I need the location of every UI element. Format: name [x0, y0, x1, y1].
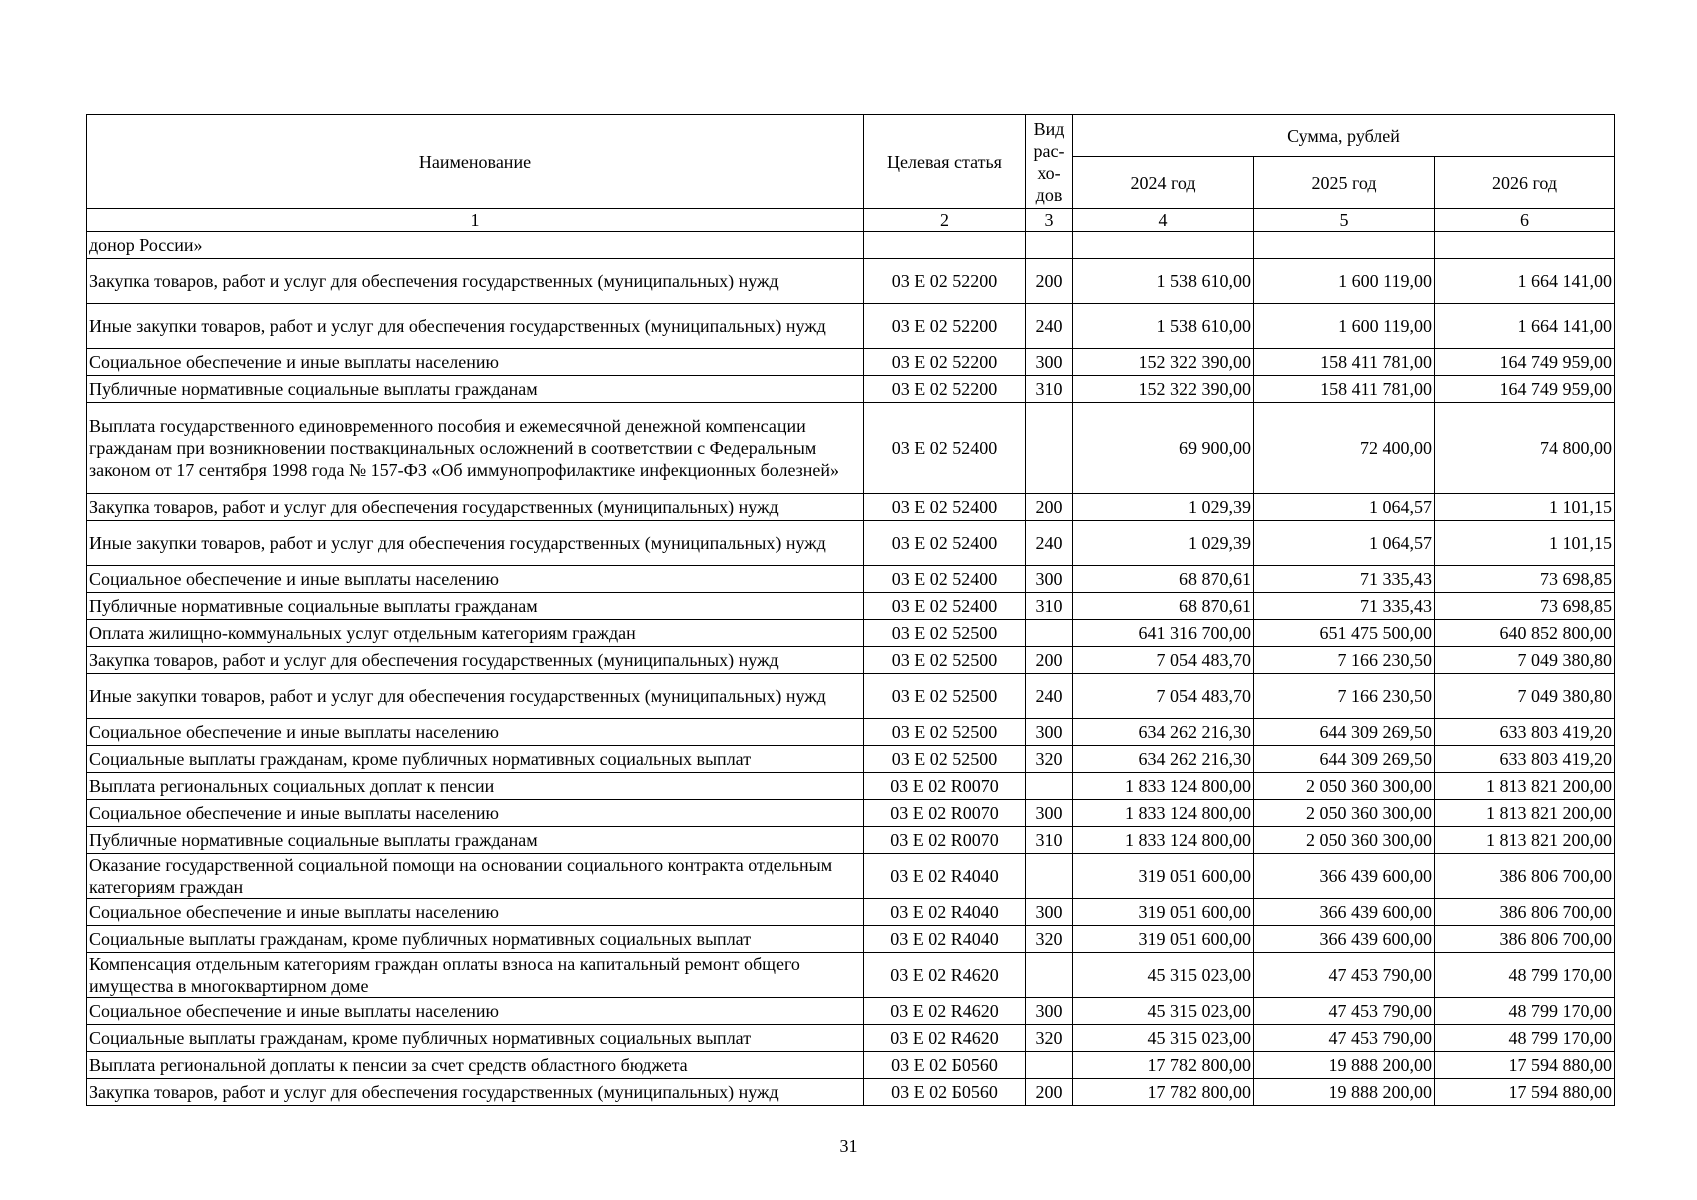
- row-amount-2025-cell: 366 439 600,00: [1254, 899, 1435, 926]
- row-name-cell: Компенсация отдельным категориям граждан оплаты взноса на капитальный ремонт общего имущества в многоквартирном доме: [87, 953, 864, 998]
- header-target-article: Целевая статья: [864, 115, 1026, 209]
- column-number: 6: [1435, 209, 1615, 232]
- row-amount-2024-cell: 69 900,00: [1073, 403, 1254, 494]
- row-name-cell: донор России»: [87, 232, 864, 259]
- header-year-2026: 2026 год: [1435, 157, 1615, 209]
- row-expense-type-cell: 240: [1026, 304, 1073, 349]
- column-number: 1: [87, 209, 864, 232]
- row-expense-type-cell: 320: [1026, 1025, 1073, 1052]
- table-row: [87, 998, 1615, 1025]
- row-amount-2025-cell: 47 453 790,00: [1254, 1025, 1435, 1052]
- row-amount-2026-cell: 164 749 959,00: [1435, 376, 1615, 403]
- row-amount-2025-cell: 71 335,43: [1254, 566, 1435, 593]
- row-amount-2025-cell: 71 335,43: [1254, 593, 1435, 620]
- header-expense-type: Вид рас-хо-дов: [1026, 115, 1073, 209]
- table-row: [87, 926, 1615, 953]
- row-amount-2024-cell: 7 054 483,70: [1073, 647, 1254, 674]
- row-amount-2025-cell: 1 600 119,00: [1254, 259, 1435, 304]
- row-target-article-cell: 03 Е 02 52500: [864, 746, 1026, 773]
- row-name-cell: Публичные нормативные социальные выплаты гражданам: [87, 376, 864, 403]
- row-target-article-cell: 03 Е 02 52200: [864, 304, 1026, 349]
- table-row: [87, 620, 1615, 647]
- row-target-article-cell: 03 Е 02 52400: [864, 521, 1026, 566]
- table-row: [87, 854, 1615, 899]
- row-amount-2026-cell: 1 813 821 200,00: [1435, 773, 1615, 800]
- row-amount-2026-cell: [1435, 232, 1615, 259]
- row-amount-2025-cell: 2 050 360 300,00: [1254, 800, 1435, 827]
- row-amount-2026-cell: 1 101,15: [1435, 521, 1615, 566]
- row-amount-2024-cell: 634 262 216,30: [1073, 746, 1254, 773]
- table-row: [87, 827, 1615, 854]
- row-name-cell: Социальные выплаты гражданам, кроме публичных нормативных социальных выплат: [87, 1025, 864, 1052]
- row-expense-type-cell: [1026, 1052, 1073, 1079]
- page-number: 31: [839, 1136, 858, 1156]
- row-expense-type-cell: 200: [1026, 1079, 1073, 1106]
- row-name-cell: Социальные выплаты гражданам, кроме публичных нормативных социальных выплат: [87, 746, 864, 773]
- row-amount-2026-cell: 386 806 700,00: [1435, 899, 1615, 926]
- row-name-cell: Закупка товаров, работ и услуг для обеспечения государственных (муниципальных) нужд: [87, 647, 864, 674]
- table-row: [87, 232, 1615, 259]
- row-amount-2024-cell: 1 833 124 800,00: [1073, 800, 1254, 827]
- row-name-cell: Иные закупки товаров, работ и услуг для обеспечения государственных (муниципальных) нужд: [87, 304, 864, 349]
- row-amount-2026-cell: 17 594 880,00: [1435, 1052, 1615, 1079]
- row-amount-2025-cell: 644 309 269,50: [1254, 746, 1435, 773]
- row-target-article-cell: 03 Е 02 52500: [864, 674, 1026, 719]
- row-amount-2026-cell: 386 806 700,00: [1435, 854, 1615, 899]
- row-name-cell: Социальное обеспечение и иные выплаты населению: [87, 800, 864, 827]
- row-target-article-cell: 03 Е 02 R0070: [864, 800, 1026, 827]
- row-target-article-cell: 03 Е 02 R4040: [864, 926, 1026, 953]
- row-expense-type-cell: [1026, 232, 1073, 259]
- table-row: [87, 773, 1615, 800]
- row-expense-type-cell: 310: [1026, 827, 1073, 854]
- row-amount-2024-cell: 1 029,39: [1073, 521, 1254, 566]
- row-target-article-cell: 03 Е 02 52200: [864, 259, 1026, 304]
- row-target-article-cell: 03 Е 02 R4620: [864, 953, 1026, 998]
- row-amount-2026-cell: 48 799 170,00: [1435, 1025, 1615, 1052]
- row-expense-type-cell: [1026, 953, 1073, 998]
- row-target-article-cell: 03 Е 02 52500: [864, 620, 1026, 647]
- table-row: [87, 494, 1615, 521]
- column-number-row: [87, 209, 1615, 232]
- row-expense-type-cell: 300: [1026, 349, 1073, 376]
- row-amount-2024-cell: 17 782 800,00: [1073, 1052, 1254, 1079]
- row-name-cell: Выплата государственного единовременного пособия и ежемесячной денежной компенсации гражданам при возникновении поствакцинальных осложнений в соответствии с Федеральным законом от 17 сентября 1998 года № 157-ФЗ «Об иммунопрофилактике инфекционных болезней»: [87, 403, 864, 494]
- row-amount-2026-cell: 74 800,00: [1435, 403, 1615, 494]
- row-amount-2025-cell: 1 064,57: [1254, 521, 1435, 566]
- table-body: [87, 232, 1615, 1106]
- table-row: [87, 1079, 1615, 1106]
- row-target-article-cell: 03 Е 02 R0070: [864, 827, 1026, 854]
- row-name-cell: Публичные нормативные социальные выплаты гражданам: [87, 593, 864, 620]
- row-amount-2026-cell: 1 813 821 200,00: [1435, 800, 1615, 827]
- row-target-article-cell: 03 Е 02 52400: [864, 593, 1026, 620]
- row-amount-2025-cell: 19 888 200,00: [1254, 1052, 1435, 1079]
- row-amount-2025-cell: 2 050 360 300,00: [1254, 773, 1435, 800]
- row-amount-2026-cell: 633 803 419,20: [1435, 719, 1615, 746]
- row-expense-type-cell: 320: [1026, 746, 1073, 773]
- table-row: [87, 953, 1615, 998]
- row-expense-type-cell: 310: [1026, 593, 1073, 620]
- row-amount-2025-cell: 1 600 119,00: [1254, 304, 1435, 349]
- row-amount-2024-cell: 1 538 610,00: [1073, 259, 1254, 304]
- row-expense-type-cell: [1026, 854, 1073, 899]
- row-amount-2024-cell: 7 054 483,70: [1073, 674, 1254, 719]
- row-amount-2026-cell: 7 049 380,80: [1435, 647, 1615, 674]
- row-expense-type-cell: 320: [1026, 926, 1073, 953]
- table-row: [87, 259, 1615, 304]
- table-row: [87, 593, 1615, 620]
- row-amount-2024-cell: 1 538 610,00: [1073, 304, 1254, 349]
- row-target-article-cell: 03 Е 02 R4620: [864, 998, 1026, 1025]
- table-row: [87, 1052, 1615, 1079]
- row-name-cell: Закупка товаров, работ и услуг для обеспечения государственных (муниципальных) нужд: [87, 494, 864, 521]
- row-expense-type-cell: 300: [1026, 566, 1073, 593]
- row-amount-2026-cell: 7 049 380,80: [1435, 674, 1615, 719]
- row-amount-2024-cell: 319 051 600,00: [1073, 899, 1254, 926]
- table-row: [87, 719, 1615, 746]
- row-amount-2025-cell: 158 411 781,00: [1254, 349, 1435, 376]
- row-amount-2025-cell: 158 411 781,00: [1254, 376, 1435, 403]
- row-expense-type-cell: 240: [1026, 674, 1073, 719]
- row-amount-2024-cell: 152 322 390,00: [1073, 376, 1254, 403]
- row-amount-2024-cell: 1 833 124 800,00: [1073, 827, 1254, 854]
- table-row: [87, 800, 1615, 827]
- row-amount-2024-cell: 1 029,39: [1073, 494, 1254, 521]
- row-amount-2026-cell: 640 852 800,00: [1435, 620, 1615, 647]
- row-name-cell: Иные закупки товаров, работ и услуг для обеспечения государственных (муниципальных) нужд: [87, 521, 864, 566]
- row-name-cell: Социальное обеспечение и иные выплаты населению: [87, 719, 864, 746]
- row-amount-2025-cell: 366 439 600,00: [1254, 926, 1435, 953]
- row-target-article-cell: 03 Е 02 52500: [864, 719, 1026, 746]
- row-amount-2025-cell: [1254, 232, 1435, 259]
- table-row: [87, 376, 1615, 403]
- row-amount-2025-cell: 72 400,00: [1254, 403, 1435, 494]
- row-name-cell: Социальное обеспечение и иные выплаты населению: [87, 566, 864, 593]
- table-row: [87, 566, 1615, 593]
- row-name-cell: Оплата жилищно-коммунальных услуг отдельным категориям граждан: [87, 620, 864, 647]
- row-amount-2026-cell: 1 813 821 200,00: [1435, 827, 1615, 854]
- column-number: 5: [1254, 209, 1435, 232]
- row-target-article-cell: 03 Е 02 Б0560: [864, 1052, 1026, 1079]
- table-row: [87, 304, 1615, 349]
- row-expense-type-cell: [1026, 620, 1073, 647]
- table-row: [87, 899, 1615, 926]
- row-amount-2025-cell: 644 309 269,50: [1254, 719, 1435, 746]
- row-amount-2025-cell: 1 064,57: [1254, 494, 1435, 521]
- row-expense-type-cell: [1026, 773, 1073, 800]
- row-name-cell: Иные закупки товаров, работ и услуг для обеспечения государственных (муниципальных) нужд: [87, 674, 864, 719]
- row-expense-type-cell: 300: [1026, 899, 1073, 926]
- row-name-cell: Социальные выплаты гражданам, кроме публичных нормативных социальных выплат: [87, 926, 864, 953]
- row-target-article-cell: 03 Е 02 R4620: [864, 1025, 1026, 1052]
- row-target-article-cell: 03 Е 02 R0070: [864, 773, 1026, 800]
- row-expense-type-cell: 300: [1026, 719, 1073, 746]
- row-amount-2026-cell: 164 749 959,00: [1435, 349, 1615, 376]
- row-amount-2026-cell: 48 799 170,00: [1435, 998, 1615, 1025]
- row-expense-type-cell: [1026, 403, 1073, 494]
- row-target-article-cell: 03 Е 02 52400: [864, 494, 1026, 521]
- row-amount-2024-cell: [1073, 232, 1254, 259]
- row-amount-2026-cell: 1 664 141,00: [1435, 259, 1615, 304]
- row-amount-2026-cell: 386 806 700,00: [1435, 926, 1615, 953]
- column-number: 2: [864, 209, 1026, 232]
- row-amount-2026-cell: 73 698,85: [1435, 566, 1615, 593]
- row-expense-type-cell: 200: [1026, 259, 1073, 304]
- row-amount-2024-cell: 641 316 700,00: [1073, 620, 1254, 647]
- header-year-2024: 2024 год: [1073, 157, 1254, 209]
- row-amount-2024-cell: 17 782 800,00: [1073, 1079, 1254, 1106]
- row-name-cell: Социальное обеспечение и иные выплаты населению: [87, 899, 864, 926]
- row-target-article-cell: 03 Е 02 R4040: [864, 899, 1026, 926]
- row-target-article-cell: 03 Е 02 52400: [864, 403, 1026, 494]
- table-row: [87, 349, 1615, 376]
- row-name-cell: Социальное обеспечение и иные выплаты населению: [87, 349, 864, 376]
- row-amount-2024-cell: 634 262 216,30: [1073, 719, 1254, 746]
- table-row: [87, 521, 1615, 566]
- column-number: 3: [1026, 209, 1073, 232]
- row-amount-2025-cell: 7 166 230,50: [1254, 674, 1435, 719]
- row-amount-2025-cell: 7 166 230,50: [1254, 647, 1435, 674]
- row-amount-2025-cell: 651 475 500,00: [1254, 620, 1435, 647]
- row-amount-2024-cell: 45 315 023,00: [1073, 953, 1254, 998]
- row-target-article-cell: [864, 232, 1026, 259]
- row-name-cell: Закупка товаров, работ и услуг для обеспечения государственных (муниципальных) нужд: [87, 1079, 864, 1106]
- row-amount-2026-cell: 73 698,85: [1435, 593, 1615, 620]
- row-amount-2024-cell: 45 315 023,00: [1073, 998, 1254, 1025]
- row-target-article-cell: 03 Е 02 52400: [864, 566, 1026, 593]
- budget-table: [86, 114, 1615, 1106]
- row-target-article-cell: 03 Е 02 Б0560: [864, 1079, 1026, 1106]
- row-amount-2025-cell: 366 439 600,00: [1254, 854, 1435, 899]
- row-amount-2024-cell: 45 315 023,00: [1073, 1025, 1254, 1052]
- row-amount-2024-cell: 319 051 600,00: [1073, 926, 1254, 953]
- row-amount-2025-cell: 2 050 360 300,00: [1254, 827, 1435, 854]
- header-name: Наименование: [87, 115, 864, 209]
- row-amount-2026-cell: 1 664 141,00: [1435, 304, 1615, 349]
- column-number: 4: [1073, 209, 1254, 232]
- row-name-cell: Оказание государственной социальной помощи на основании социального контракта отдельным категориям граждан: [87, 854, 864, 899]
- row-expense-type-cell: 310: [1026, 376, 1073, 403]
- row-amount-2024-cell: 319 051 600,00: [1073, 854, 1254, 899]
- row-expense-type-cell: 300: [1026, 800, 1073, 827]
- header-sum: Сумма, рублей: [1073, 115, 1615, 157]
- row-name-cell: Социальное обеспечение и иные выплаты населению: [87, 998, 864, 1025]
- row-amount-2026-cell: 1 101,15: [1435, 494, 1615, 521]
- row-target-article-cell: 03 Е 02 R4040: [864, 854, 1026, 899]
- row-target-article-cell: 03 Е 02 52500: [864, 647, 1026, 674]
- table-row: [87, 746, 1615, 773]
- header-year-2025: 2025 год: [1254, 157, 1435, 209]
- row-amount-2025-cell: 19 888 200,00: [1254, 1079, 1435, 1106]
- row-amount-2024-cell: 68 870,61: [1073, 593, 1254, 620]
- row-name-cell: Публичные нормативные социальные выплаты гражданам: [87, 827, 864, 854]
- row-name-cell: Выплата региональной доплаты к пенсии за счет средств областного бюджета: [87, 1052, 864, 1079]
- row-name-cell: Закупка товаров, работ и услуг для обеспечения государственных (муниципальных) нужд: [87, 259, 864, 304]
- row-amount-2025-cell: 47 453 790,00: [1254, 998, 1435, 1025]
- row-amount-2024-cell: 152 322 390,00: [1073, 349, 1254, 376]
- row-name-cell: Выплата региональных социальных доплат к пенсии: [87, 773, 864, 800]
- row-target-article-cell: 03 Е 02 52200: [864, 349, 1026, 376]
- row-amount-2025-cell: 47 453 790,00: [1254, 953, 1435, 998]
- row-amount-2024-cell: 68 870,61: [1073, 566, 1254, 593]
- table-row: [87, 1025, 1615, 1052]
- row-expense-type-cell: 300: [1026, 998, 1073, 1025]
- row-target-article-cell: 03 Е 02 52200: [864, 376, 1026, 403]
- row-expense-type-cell: 200: [1026, 647, 1073, 674]
- table-row: [87, 674, 1615, 719]
- table-row: [87, 403, 1615, 494]
- row-expense-type-cell: 240: [1026, 521, 1073, 566]
- row-amount-2024-cell: 1 833 124 800,00: [1073, 773, 1254, 800]
- row-amount-2026-cell: 17 594 880,00: [1435, 1079, 1615, 1106]
- row-expense-type-cell: 200: [1026, 494, 1073, 521]
- row-amount-2026-cell: 48 799 170,00: [1435, 953, 1615, 998]
- row-amount-2026-cell: 633 803 419,20: [1435, 746, 1615, 773]
- table-row: [87, 647, 1615, 674]
